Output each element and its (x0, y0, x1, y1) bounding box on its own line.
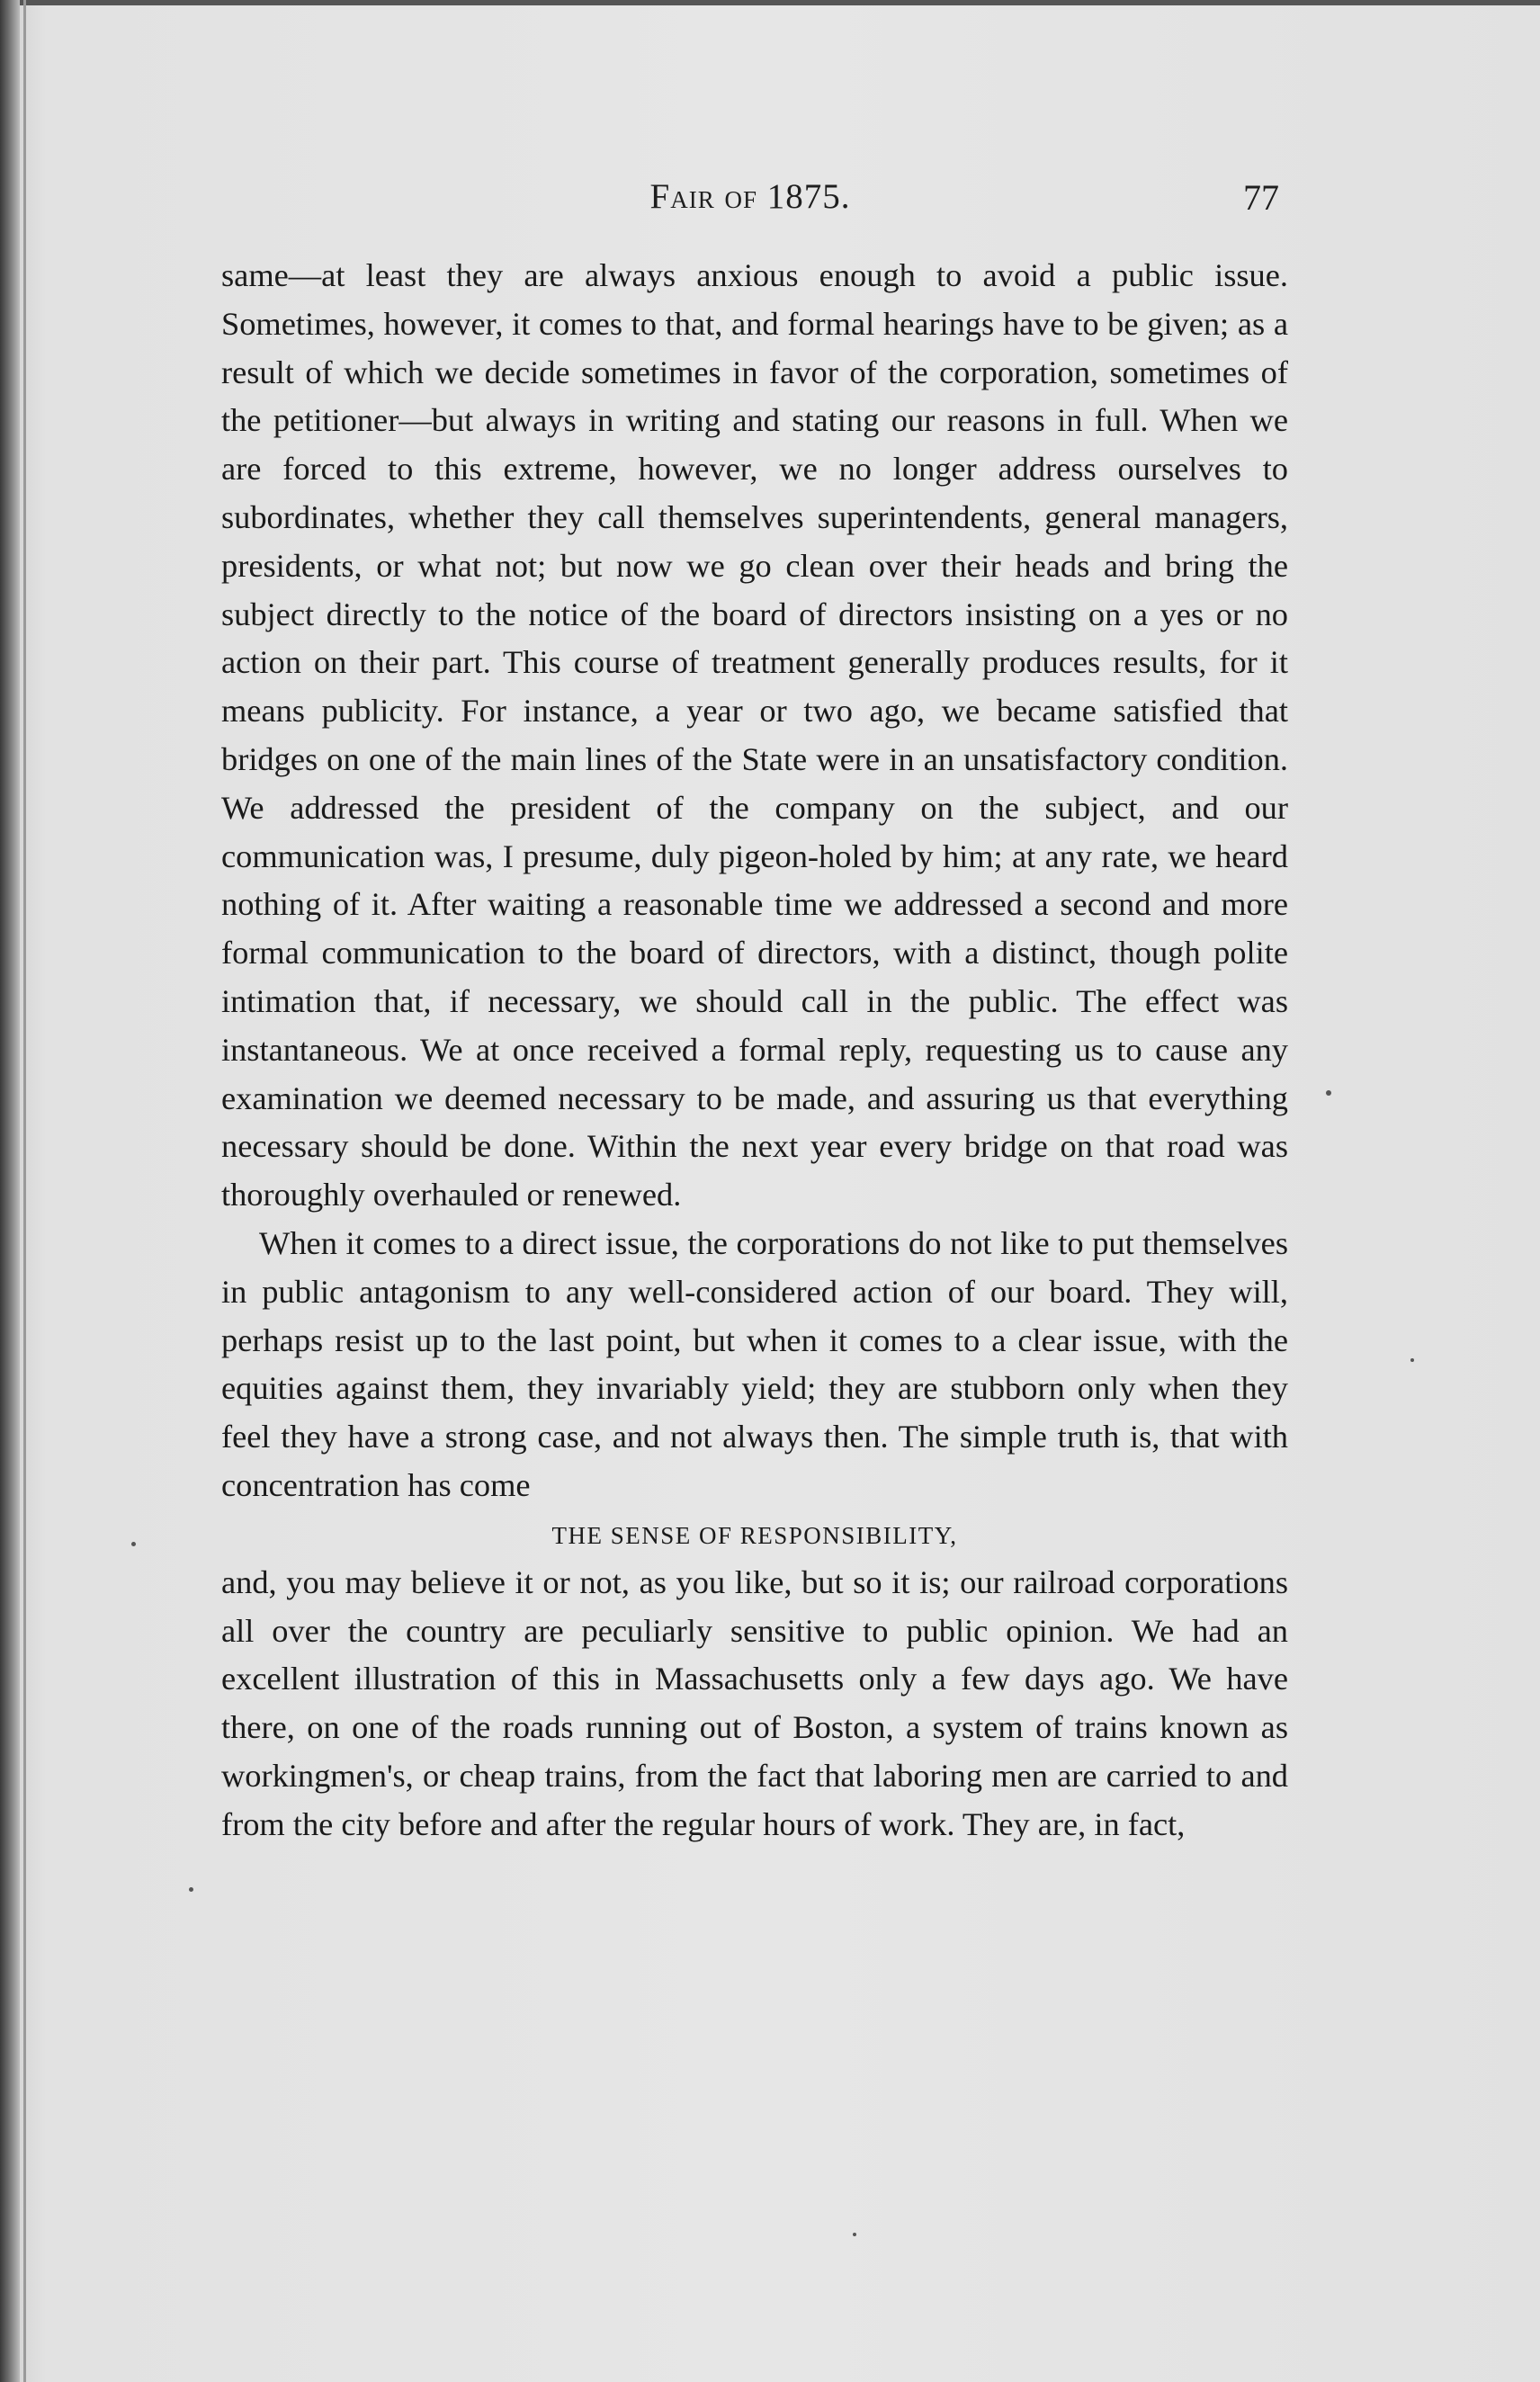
scan-speck (1326, 1090, 1331, 1096)
running-title: Fair of 1875. (649, 177, 851, 216)
scan-speck (131, 1542, 136, 1546)
paragraph-1: same—at least they are always anxious enough to avoid a public issue. Sometimes, however, it comes to that, and formal hearings have to be given; as a result of which we decide sometimes in favor of the corporation, sometimes of the petitioner—but always in writing and stating our reasons in full. When we are forced to this extreme, however, we no longer address ourselves to subordinates, whether they call themselves superintendents, general managers, presidents, or what not; but now we go clean over their heads and bring the subject directly to the notice of the board of directors insisting on a yes or no action on their part. This course of treatment generally produces results, for it means publicity. For instance, a year or two ago, we became satisfied that bridges on one of the main lines of the State were in an unsatisfactory condition. We addressed the president of the company on the subject, and our communication was, I presume, duly pigeon-holed by him; at any rate, we heard nothing of it. After waiting a reasonable time we addressed a second and more formal communication to the board of directors, with a distinct, though polite intimation that, if necessary, we should call in the public. The effect was instantaneous. We at once received a formal reply, requesting us to cause any examination we deemed necessary to be made, and assuring us that everything necessary should be done. Within the next year every bridge on that road was thoroughly overhauled or renewed. (221, 257, 1288, 1213)
scan-speck (189, 1887, 193, 1892)
top-edge-shadow (0, 0, 1540, 5)
page-header (221, 176, 1279, 230)
binding-edge-shadow (0, 0, 20, 2382)
binding-edge-line (23, 0, 26, 2382)
body-text (221, 252, 1288, 1849)
section-subheading: THE SENSE OF RESPONSIBILITY, (551, 1521, 958, 1549)
page-number: 77 (1243, 177, 1279, 218)
paragraph-2: When it comes to a direct issue, the corporations do not like to put themselves in public antagonism to any well-considered action of our board. They will, perhaps resist up to the last point, but when it comes to a clear issue, with the equities against them, they invariably yield; they are stubborn only when they feel they have a strong case, and not always then. The simple truth is, that with concentration has come (221, 1224, 1288, 1503)
paragraph-3: and, you may believe it or not, as you like, but so it is; our railroad corporations all over the country are peculiarly sensitive to public opinion. We had an excellent illustration of this in Massachusetts only a few days ago. We have there, on one of the roads running out of Boston, a system of trains known as workingmen's, or cheap trains, from the fact that laboring men are carried to and from the city before and after the regular hours of work. They are, in fact, (221, 1563, 1288, 1842)
scan-speck (1410, 1358, 1414, 1362)
scan-speck (853, 2233, 856, 2236)
